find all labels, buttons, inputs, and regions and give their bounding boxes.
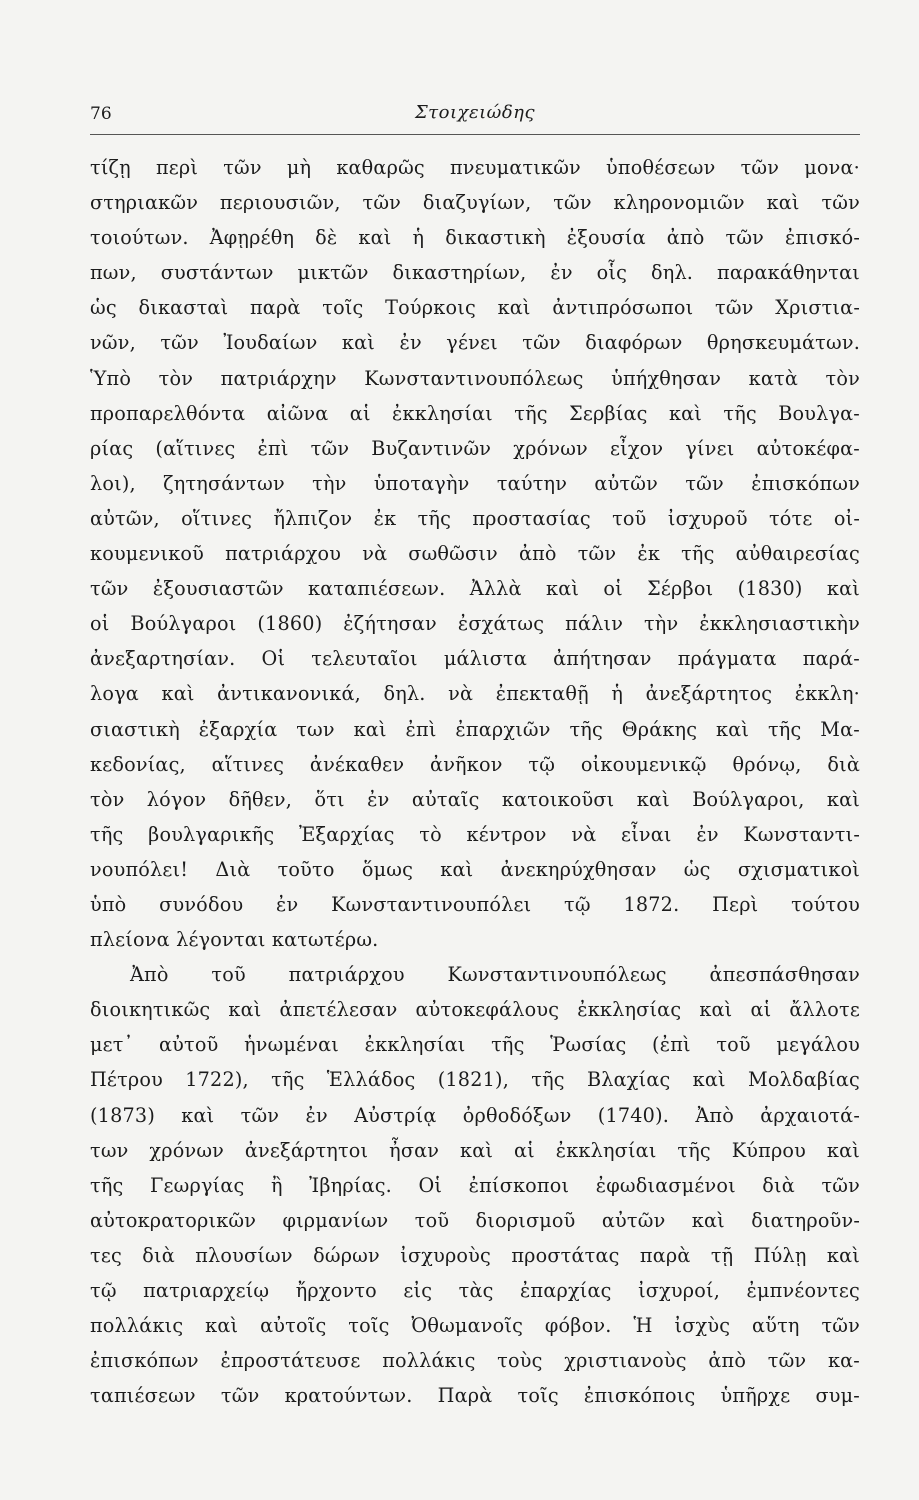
text-line: ὑπὸ συνόδου ἐν Κωνσταντινουπόλει τῷ 1872. Περὶ τούτου (90, 892, 860, 916)
text-line: (1873) καὶ τῶν ἐν Αὐστρίᾳ ὀρθοδόξων (1740). Ἀπὸ ἀρχαιοτά- (90, 1103, 860, 1127)
text-line: ταπιέσεων τῶν κρατούντων. Παρὰ τοῖς ἐπισκόποις ὑπῆρχε συμ- (90, 1384, 860, 1408)
text-line: Πέτρου 1722), τῆς Ἑλλάδος (1821), τῆς Βλαχίας καὶ Μολδαβίας (90, 1068, 860, 1092)
text-line: τῆς Γεωργίας ἢ Ἰβηρίας. Οἱ ἐπίσκοποι ἐφωδιασμένοι διὰ τῶν (90, 1173, 860, 1197)
text-line: Ἀπὸ τοῦ πατριάρχου Κωνσταντινουπόλεως ἀπεσπάσθησαν (130, 963, 860, 987)
text-line: ρίας (αἵτινες ἐπὶ τῶν Βυζαντινῶν χρόνων εἶχον γίνει αὐτοκέφα- (90, 436, 860, 460)
text-line: διοικητικῶς καὶ ἀπετέλεσαν αὐτοκεφάλους ἐκκλησίας καὶ αἱ ἄλλοτε (90, 998, 860, 1022)
text-line: πων, συστάντων μικτῶν δικαστηρίων, ἐν οἷς δηλ. παρακάθηνται (90, 261, 860, 285)
text-line: τοιούτων. Ἀφῃρέθη δὲ καὶ ἡ δικαστικὴ ἐξουσία ἀπὸ τῶν ἐπισκό- (90, 226, 860, 250)
text-line: λοι), ζητησάντων τὴν ὑποταγὴν ταύτην αὐτῶν τῶν ἐπισκόπων (90, 471, 860, 495)
text-line: οἱ Βούλγαροι (1860) ἐζήτησαν ἐσχάτως πάλιν τὴν ἐκκλησιαστικὴν (90, 612, 860, 636)
running-title: Στοιχειώδης (414, 102, 536, 123)
text-line: τῆς βουλγαρικῆς Ἐξαρχίας τὸ κέντρον νὰ εἶναι ἐν Κωνσταντι- (90, 822, 860, 846)
text-line: αὐτῶν, οἵτινες ἤλπιζον ἐκ τῆς προστασίας τοῦ ἰσχυροῦ τότε οἰ- (90, 506, 860, 530)
text-line: αὐτοκρατορικῶν φιρμανίων τοῦ διορισμοῦ αὐτῶν καὶ διατηροῦν- (90, 1208, 860, 1232)
text-line: πολλάκις καὶ αὐτοῖς τοῖς Ὀθωμανοῖς φόβον. Ἡ ἰσχὺς αὕτη τῶν (90, 1314, 860, 1338)
text-line: νουπόλει! Διὰ τοῦτο ὅμως καὶ ἀνεκηρύχθησαν ὡς σχισματικοὶ (90, 857, 860, 881)
body-text (90, 150, 860, 1413)
text-line: τες διὰ πλουσίων δώρων ἰσχυροὺς προστάτας παρὰ τῇ Πύλῃ καὶ (90, 1243, 860, 1267)
text-line: ὡς δικασταὶ παρὰ τοῖς Τούρκοις καὶ ἀντιπρόσωποι τῶν Χριστια- (90, 296, 860, 320)
text-line: τίζῃ περὶ τῶν μὴ καθαρῶς πνευματικῶν ὑποθέσεων τῶν μονα· (90, 156, 860, 179)
text-line: κεδονίας, αἵτινες ἀνέκαθεν ἀνῆκον τῷ οἰκουμενικῷ θρόνῳ, διὰ (90, 752, 860, 776)
text-line: τῷ πατριαρχείῳ ἤρχοντο εἰς τὰς ἐπαρχίας ἰσχυροί, ἐμπνέοντες (90, 1279, 860, 1302)
text-line: κουμενικοῦ πατριάρχου νὰ σωθῶσιν ἀπὸ τῶν ἐκ τῆς αὐθαιρεσίας (90, 542, 860, 566)
text-line: Ὑπὸ τὸν πατριάρχην Κωνσταντινουπόλεως ὑπήχθησαν κατὰ τὸν (90, 366, 860, 390)
text-line: προπαρελθόντα αἰῶνα αἱ ἐκκλησίαι τῆς Σερβίας καὶ τῆς Βουλγα- (90, 401, 860, 425)
header-rule (90, 134, 860, 135)
text-line: ἀνεξαρτησίαν. Οἱ τελευταῖοι μάλιστα ἀπήτησαν πράγματα παρά- (90, 647, 860, 671)
text-line: λογα καὶ ἀντικανονικά, δηλ. νὰ ἐπεκταθῇ ἡ ἀνεξάρτητος ἐκκλη· (90, 682, 860, 706)
text-line: μετ᾿ αὐτοῦ ἡνωμέναι ἐκκλησίαι τῆς Ῥωσίας (ἐπὶ τοῦ μεγάλου (90, 1033, 860, 1057)
text-line: πλείονα λέγονται κατωτέρω. (90, 928, 379, 952)
text-line: τὸν λόγον δῆθεν, ὅτι ἐν αὐταῖς κατοικοῦσι καὶ Βούλγαροι, καὶ (90, 787, 860, 811)
text-line: των χρόνων ἀνεξάρτητοι ἦσαν καὶ αἱ ἐκκλησίαι τῆς Κύπρου καὶ (90, 1138, 860, 1162)
page-header (90, 100, 860, 132)
text-line: νῶν, τῶν Ἰουδαίων καὶ ἐν γένει τῶν διαφόρων θρησκευμάτων. (90, 331, 860, 355)
text-line: στηριακῶν περιουσιῶν, τῶν διαζυγίων, τῶν κληρονομιῶν καὶ τῶν (90, 191, 860, 215)
text-line: σιαστικὴ ἐξαρχία των καὶ ἐπὶ ἐπαρχιῶν τῆς Θράκης καὶ τῆς Μα- (90, 717, 860, 741)
text-line: ἐπισκόπων ἐπροστάτευσε πολλάκις τοὺς χριστιανοὺς ἀπὸ τῶν κα- (90, 1349, 860, 1373)
page-number: 76 (90, 104, 112, 124)
text-line: τῶν ἐξουσιαστῶν καταπιέσεων. Ἀλλὰ καὶ οἱ Σέρβοι (1830) καὶ (90, 577, 860, 601)
